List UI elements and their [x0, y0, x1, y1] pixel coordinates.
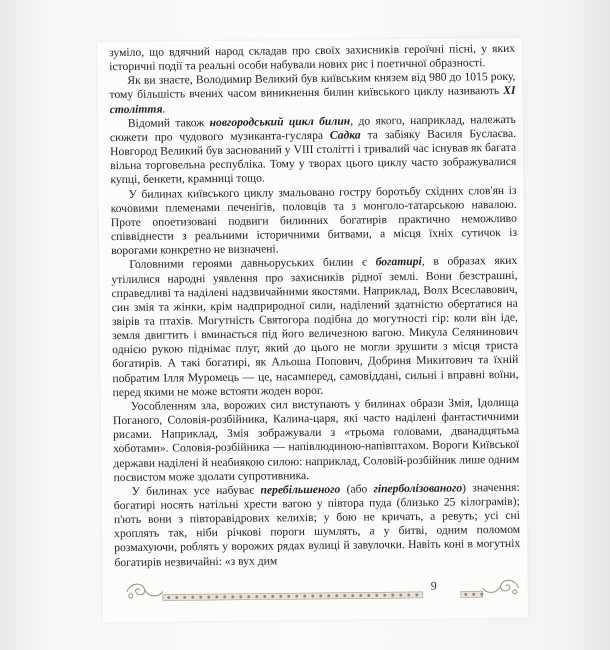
text-run: , до якого, наприклад, належать сюжети про чудового музиканта-гусляра	[109, 112, 516, 145]
emphasized-term: перебільшеного	[260, 482, 341, 497]
paragraph	[110, 183, 517, 258]
text-run: (або	[340, 482, 374, 496]
paragraph	[109, 70, 515, 117]
text-run: У билинах київського циклу змальовано гостру боротьбу східних слов'ян із кочовими племенами печенігів, половців та з монголо-татарською навалою. Проте опоетизовані подвиги билинних богатирів практично неможливо співвіднести з реальними історичними битвами, а місця їхніх сутичок із ворогами конкретно не визначені.	[110, 183, 518, 258]
text-run: та забіяку Василя Буслаєва. Новгород Великий був заснований у VIII столітті і тривалий час існував як багата вільна торговельна республіка. Тому у творах цього циклу часто зображувалися купці, бенкети, крамниці тощо.	[110, 126, 517, 187]
book-page	[97, 38, 528, 622]
page-footer	[123, 574, 523, 604]
body-text	[109, 42, 520, 570]
text-run: У билинах усе набуває	[131, 483, 261, 498]
emphasized-term: новгородський цикл билин	[209, 114, 351, 129]
emphasized-term: гіперболізованого	[373, 481, 463, 496]
text-run: .	[162, 102, 166, 116]
emphasized-term: богатирі	[375, 255, 422, 269]
text-run: ) значення: богатирі носять натільні хрести вагою у півтора пуда (близько 25 кілограмів); п'ють вони з півторавідрових келихів; у бою не кричать, а ревуть; усі сні хроплять так, ніби річкові пороги шумлять, а у битві, одним поломом розмахуючи, роблять у ворожих рядах вулиці й завулочки. Навіть коні в могутніх богатирів незвичайні: «з вух дим	[113, 480, 521, 569]
left-scroll-ornament	[127, 584, 163, 598]
text-run: Головними героями давньоруських билин є	[129, 255, 376, 272]
text-run: Відомий також	[127, 115, 210, 130]
paragraph	[109, 42, 515, 75]
paragraph	[111, 254, 518, 400]
text-run: Як ви знаєте, Володимир Великий був київським князем від 980 до 1015 року, тому більшість вчених часом виникнення билин київського циклу називають	[109, 70, 516, 102]
paragraph	[113, 396, 520, 485]
page-number: 9	[430, 578, 437, 593]
paragraph	[114, 481, 521, 570]
text-run: зуміло, що вдячний народ складав про своїх захисників героїчні пісні, у яких історичні події та реальні особи набували нових рис і поетичної образності.	[109, 41, 516, 74]
emphasized-term: XI століття	[109, 84, 516, 116]
paragraph	[110, 113, 517, 188]
text-run: , в образах яких утілилися народні уявлення про захисників рідної землі. Вони безстрашні, справедливі та наділені надзвичайними якостями. Наприклад, Волх Всеславович, син змія та жінки, крім надприродної сили, наділений здатністю обертатися на звірів та птахів. Могутність Святогора подібна до могутності гір: коли він іде, земля двигтить і вминається під його величезною вагою. Микула Селянинович однією рукою піднімає плуг, який до цього не могли зрушити з місця триста богатирів. А такі богатирі, як Альоша Попович, Добриня Микитович та їхній побратим Ілля Муромець — це, насамперед, самовіддані, сильні і вправні воїни, перед якими не може встояти жоден ворог.	[111, 254, 519, 399]
emphasized-term: Садка	[329, 128, 361, 142]
ornament-border	[123, 574, 523, 604]
right-scroll-ornament	[483, 580, 519, 594]
text-run: Уособленням зла, ворожих сил виступають у билинах образи Змія, Ідолища Поганого, Соловія-розбійника, Калина-царя, які часто наділені фантастичними рисами. Наприклад, Змія зображували з «трьома головами, дванадцятьма хоботами». Соловія-розбійника — напівлюдиною-напівптахом. Вороги Київської держави наділені й неабиякою силою: наприклад, Соловій-розбійник лише одним посвистом може здолати супротивника.	[112, 395, 520, 484]
